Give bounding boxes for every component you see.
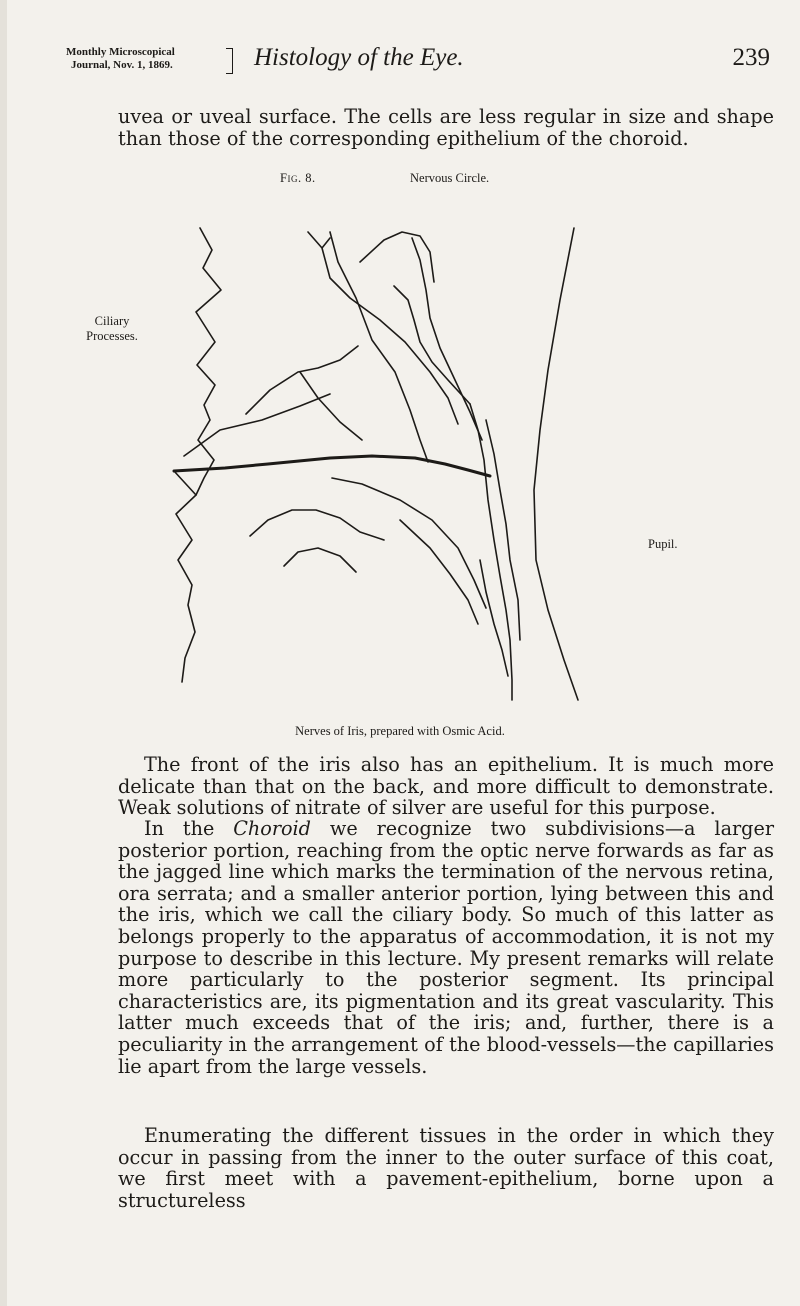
figure-label: Fig. 8. <box>280 171 316 185</box>
citation-bracket <box>226 48 233 74</box>
figure-caption: Nerves of Iris, prepared with Osmic Acid. <box>295 724 505 738</box>
nerve-branch-left-arc <box>246 346 362 440</box>
ciliary-processes-lower <box>174 471 196 682</box>
choroid-body: we recognize two subdivisions—a larger posterior portion, reaching from the optic nerve forwards as far as the jagged line which marks the termination of the nervous retina, ora serrata; and a smaller anterior portion, lying between this and the iris, which we call the ciliary body. So much of this latter as belongs properly to the apparatus of accommodation, it is not my purpose to describe in this lecture. My present remarks will relate more particularly to the posterior segment. Its principal characteristics are, its pigmentation and its great vascularity. This latter much exceeds that of the iris; and, further, there is a peculiarity in the arrangement of the blood-vessels—the capillaries lie apart from the large vessels. <box>118 817 774 1078</box>
nerve-branch-lower-loop <box>284 548 356 572</box>
nerve-branch-lower-left <box>250 510 384 540</box>
choroid-term: Choroid <box>233 817 311 840</box>
choroid-intro: In the <box>144 817 234 840</box>
journal-line-1: Monthly Microscopical <box>66 46 175 58</box>
horizontal-nerve-trunk <box>174 456 490 476</box>
nerve-branch-lower-right <box>400 520 478 624</box>
nerve-branch-upper-mid <box>330 232 428 462</box>
running-title: Histology of the Eye. <box>254 44 464 71</box>
figure-name: Nervous Circle. <box>410 171 490 185</box>
nerve-branch-right-twin <box>486 420 520 640</box>
pupil-label: Pupil. <box>648 537 678 551</box>
nerve-branch-crown <box>360 232 434 282</box>
nerve-branch-right-trunk <box>470 404 512 700</box>
pupil-boundary <box>534 228 578 700</box>
ciliary-label-line-2: Processes. <box>86 329 138 343</box>
nerve-branch-lower-mid <box>332 478 486 608</box>
nerve-branch-upper-left <box>308 232 458 424</box>
paragraph-tissues: Enumerating the different tissues in the order in which they occur in passing from the inner to the outer surface of this coat, we first meet with a pavement-epithelium, borne upon a structureless <box>118 1124 774 1212</box>
page-number: 239 <box>732 44 770 71</box>
ciliary-processes-label <box>72 314 152 344</box>
nerve-branch-lower-descending <box>480 560 508 676</box>
page-edge <box>0 0 7 1306</box>
nerve-branch-center <box>394 286 470 404</box>
paragraph-uvea: uvea or uveal surface. The cells are less regular in size and shape than those of the corresponding epithelium of the choroid. <box>118 105 774 150</box>
nerve-branch-crown-right <box>412 238 482 440</box>
running-head <box>66 40 770 90</box>
ciliary-processes-boundary <box>196 228 221 495</box>
journal-line-2: Journal, Nov. 1, 1869. <box>71 59 173 71</box>
paragraph-iris-epithelium: The front of the iris also has an epithelium. It is much more delicate than that on the back, and more difficult to demonstrate. Weak solutions of nitrate of silver are useful for this purpose. <box>118 753 774 820</box>
ciliary-label-line-1: Ciliary <box>94 314 130 328</box>
nerve-branch-left-lower <box>184 394 330 456</box>
journal-citation <box>66 46 175 72</box>
paragraph-choroid <box>118 818 774 1077</box>
